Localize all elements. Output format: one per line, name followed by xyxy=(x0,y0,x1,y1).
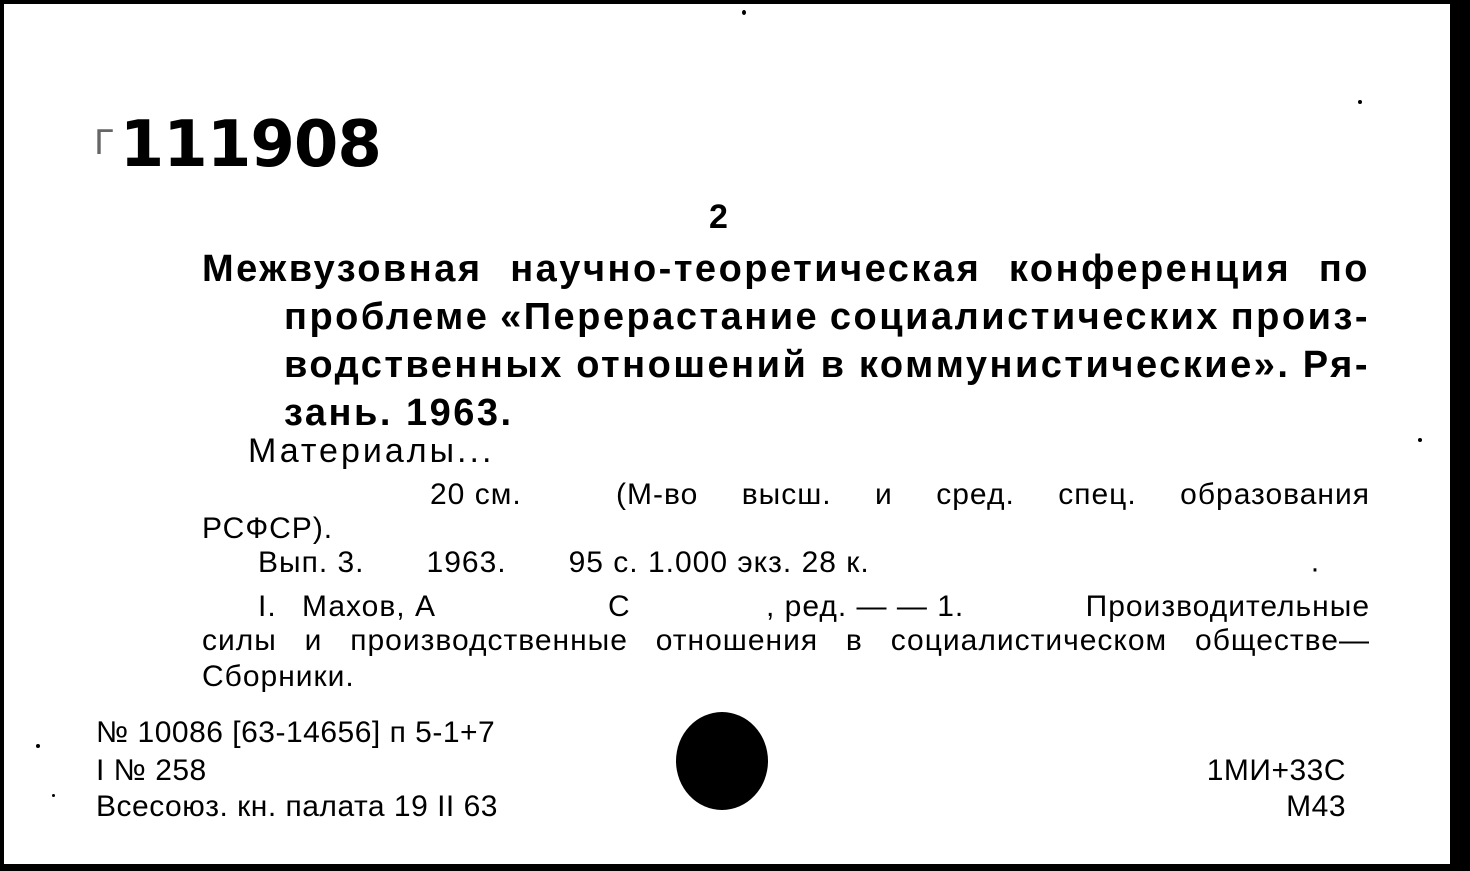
title-line-4: зань. 1963. xyxy=(284,392,514,434)
tracing-word: производственные xyxy=(350,624,628,657)
publisher-word: спец. xyxy=(1058,478,1137,511)
tracing-word: силы xyxy=(202,624,277,657)
card-number: I № 258 xyxy=(96,754,207,787)
publisher-word: сред. xyxy=(936,478,1015,511)
title-word: научно-теоретическая xyxy=(510,248,982,290)
speck-mark xyxy=(52,794,55,797)
publisher-word: (М-во xyxy=(616,478,699,511)
tracing-word: обществе— xyxy=(1195,624,1370,657)
title-line-3 xyxy=(284,344,1370,387)
title-word: произ- xyxy=(1230,296,1370,338)
stamp-prefix: Г xyxy=(94,123,114,163)
title-word: Ря- xyxy=(1302,344,1370,386)
issue-year: 1963. xyxy=(426,546,507,579)
speck-mark xyxy=(742,10,746,15)
speck-mark xyxy=(1418,438,1422,442)
publisher-continuation: РСФСР). xyxy=(202,512,334,545)
issue-number: Вып. 3. xyxy=(258,546,365,579)
title-word: по xyxy=(1318,248,1370,290)
title-line-1 xyxy=(202,248,1370,291)
speck-mark xyxy=(1358,100,1362,104)
tracing-name: Махов, А xyxy=(302,590,436,623)
title-word: коммунистические». xyxy=(858,344,1291,386)
title-word: конференция xyxy=(1008,248,1292,290)
shelf-code: 1МИ+33С xyxy=(1206,754,1346,787)
tracing-word: социалистическом xyxy=(890,624,1168,657)
title-word: Межвузовная xyxy=(202,248,483,290)
title-word: в xyxy=(820,344,847,386)
issue-extent: 95 с. 1.000 экз. 28 к. xyxy=(568,546,870,579)
tracing-subject: Производительные xyxy=(1085,590,1370,623)
publisher-word: образования xyxy=(1180,478,1370,511)
tracing-number: I. xyxy=(258,590,277,623)
title-line-2 xyxy=(284,296,1370,339)
title-word: водственных xyxy=(284,344,564,386)
registration-number: № 10086 [63-14656] п 5-1+7 xyxy=(96,716,496,749)
size-note: 20 см. xyxy=(430,478,522,511)
title-word: «Перерастание xyxy=(500,296,820,338)
publisher-word: и xyxy=(875,478,893,511)
catalog-card xyxy=(4,4,1458,864)
tracing-initial: С xyxy=(608,590,631,623)
punctuation-dot: · xyxy=(1310,552,1320,585)
materials-label: Материалы... xyxy=(248,432,495,470)
classification-index: 2 xyxy=(709,198,728,236)
inventory-stamp xyxy=(94,108,381,182)
title-word: отношений xyxy=(576,344,809,386)
speck-mark xyxy=(36,744,40,748)
tracing-line-2 xyxy=(202,624,1370,658)
tracing-word: и xyxy=(304,624,323,657)
author-mark: М43 xyxy=(1286,790,1346,823)
issue-line xyxy=(258,546,870,580)
title-word: проблеме xyxy=(284,296,490,338)
tracing-word: отношения xyxy=(655,624,819,657)
tracing-line-3: Сборники. xyxy=(202,660,355,693)
punch-hole xyxy=(676,712,768,810)
title-word: социалистических xyxy=(829,296,1221,338)
chamber-imprint: Всесоюз. кн. палата 19 II 63 xyxy=(96,790,498,823)
publisher-word: высш. xyxy=(741,478,832,511)
publisher-note xyxy=(616,478,1370,512)
tracing-word: в xyxy=(845,624,863,657)
stamp-number: 111908 xyxy=(119,108,381,182)
tracing-role: , ред. — — 1. xyxy=(766,590,965,623)
